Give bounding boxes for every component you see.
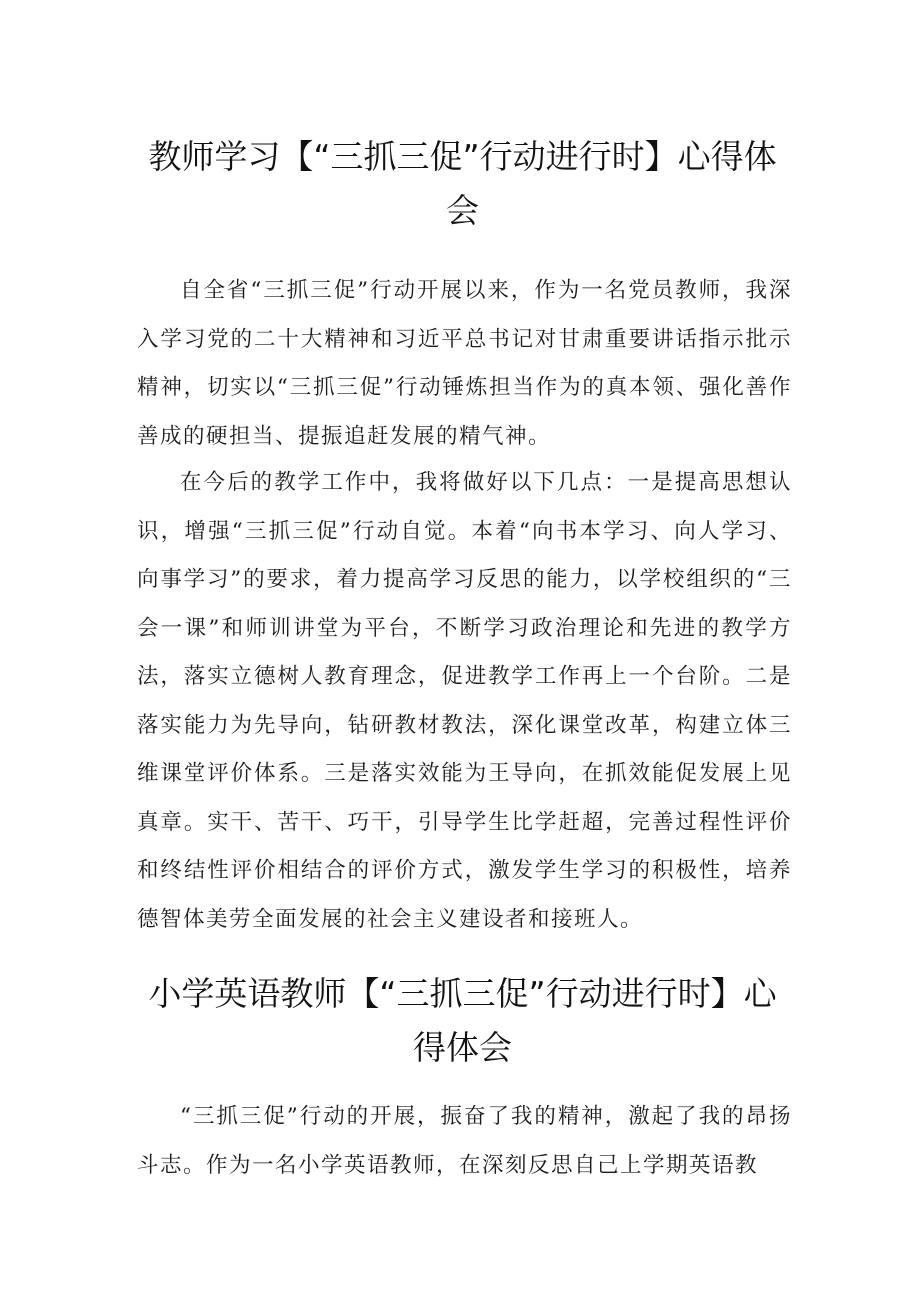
section-2-paragraph-1: “三抓三促”行动的开展，振奋了我的精神，激起了我的昂扬斗志。作为一名小学英语教师，在深刻反思自己上学期英语教 [137, 1104, 792, 1178]
section-2-title: 小学英语教师【“三抓三促”行动进行时】心得体会 [148, 974, 777, 1067]
section-1-paragraph-1: 自全省“三抓三促”行动开展以来，作为一名党员教师，我深入学习党的二十大精神和习近平总书记对甘肃重要讲话指示批示精神，切实以“三抓三促”行动锤炼担当作为的真本领、强化善作善成的硬担当、提振追赶发展的精气神。 [137, 278, 792, 449]
section-1-title: 教师学习【“三抓三促”行动进行时】心得体会 [148, 137, 777, 230]
section-1-paragraph-2: 在今后的教学工作中，我将做好以下几点：一是提高思想认识，增强“三抓三促”行动自觉。本着“向书本学习、向人学习、向事学习”的要求，着力提高学习反思的能力，以学校组织的“三会一课”和师训讲堂为平台，不断学习政治理论和先进的教学方法，落实立德树人教育理念，促进教学工作再上一个台阶。二是落实能力为先导向，钻研教材教法，深化课堂改革，构建立体三维课堂评价体系。三是落实效能为王导向，在抓效能促发展上见真章。实干、苦干、巧干，引导学生比学赶超，完善过程性评价和终结性评价相结合的评价方式，激发学生学习的积极性，培养德智体美劳全面发展的社会主义建设者和接班人。 [137, 470, 792, 932]
